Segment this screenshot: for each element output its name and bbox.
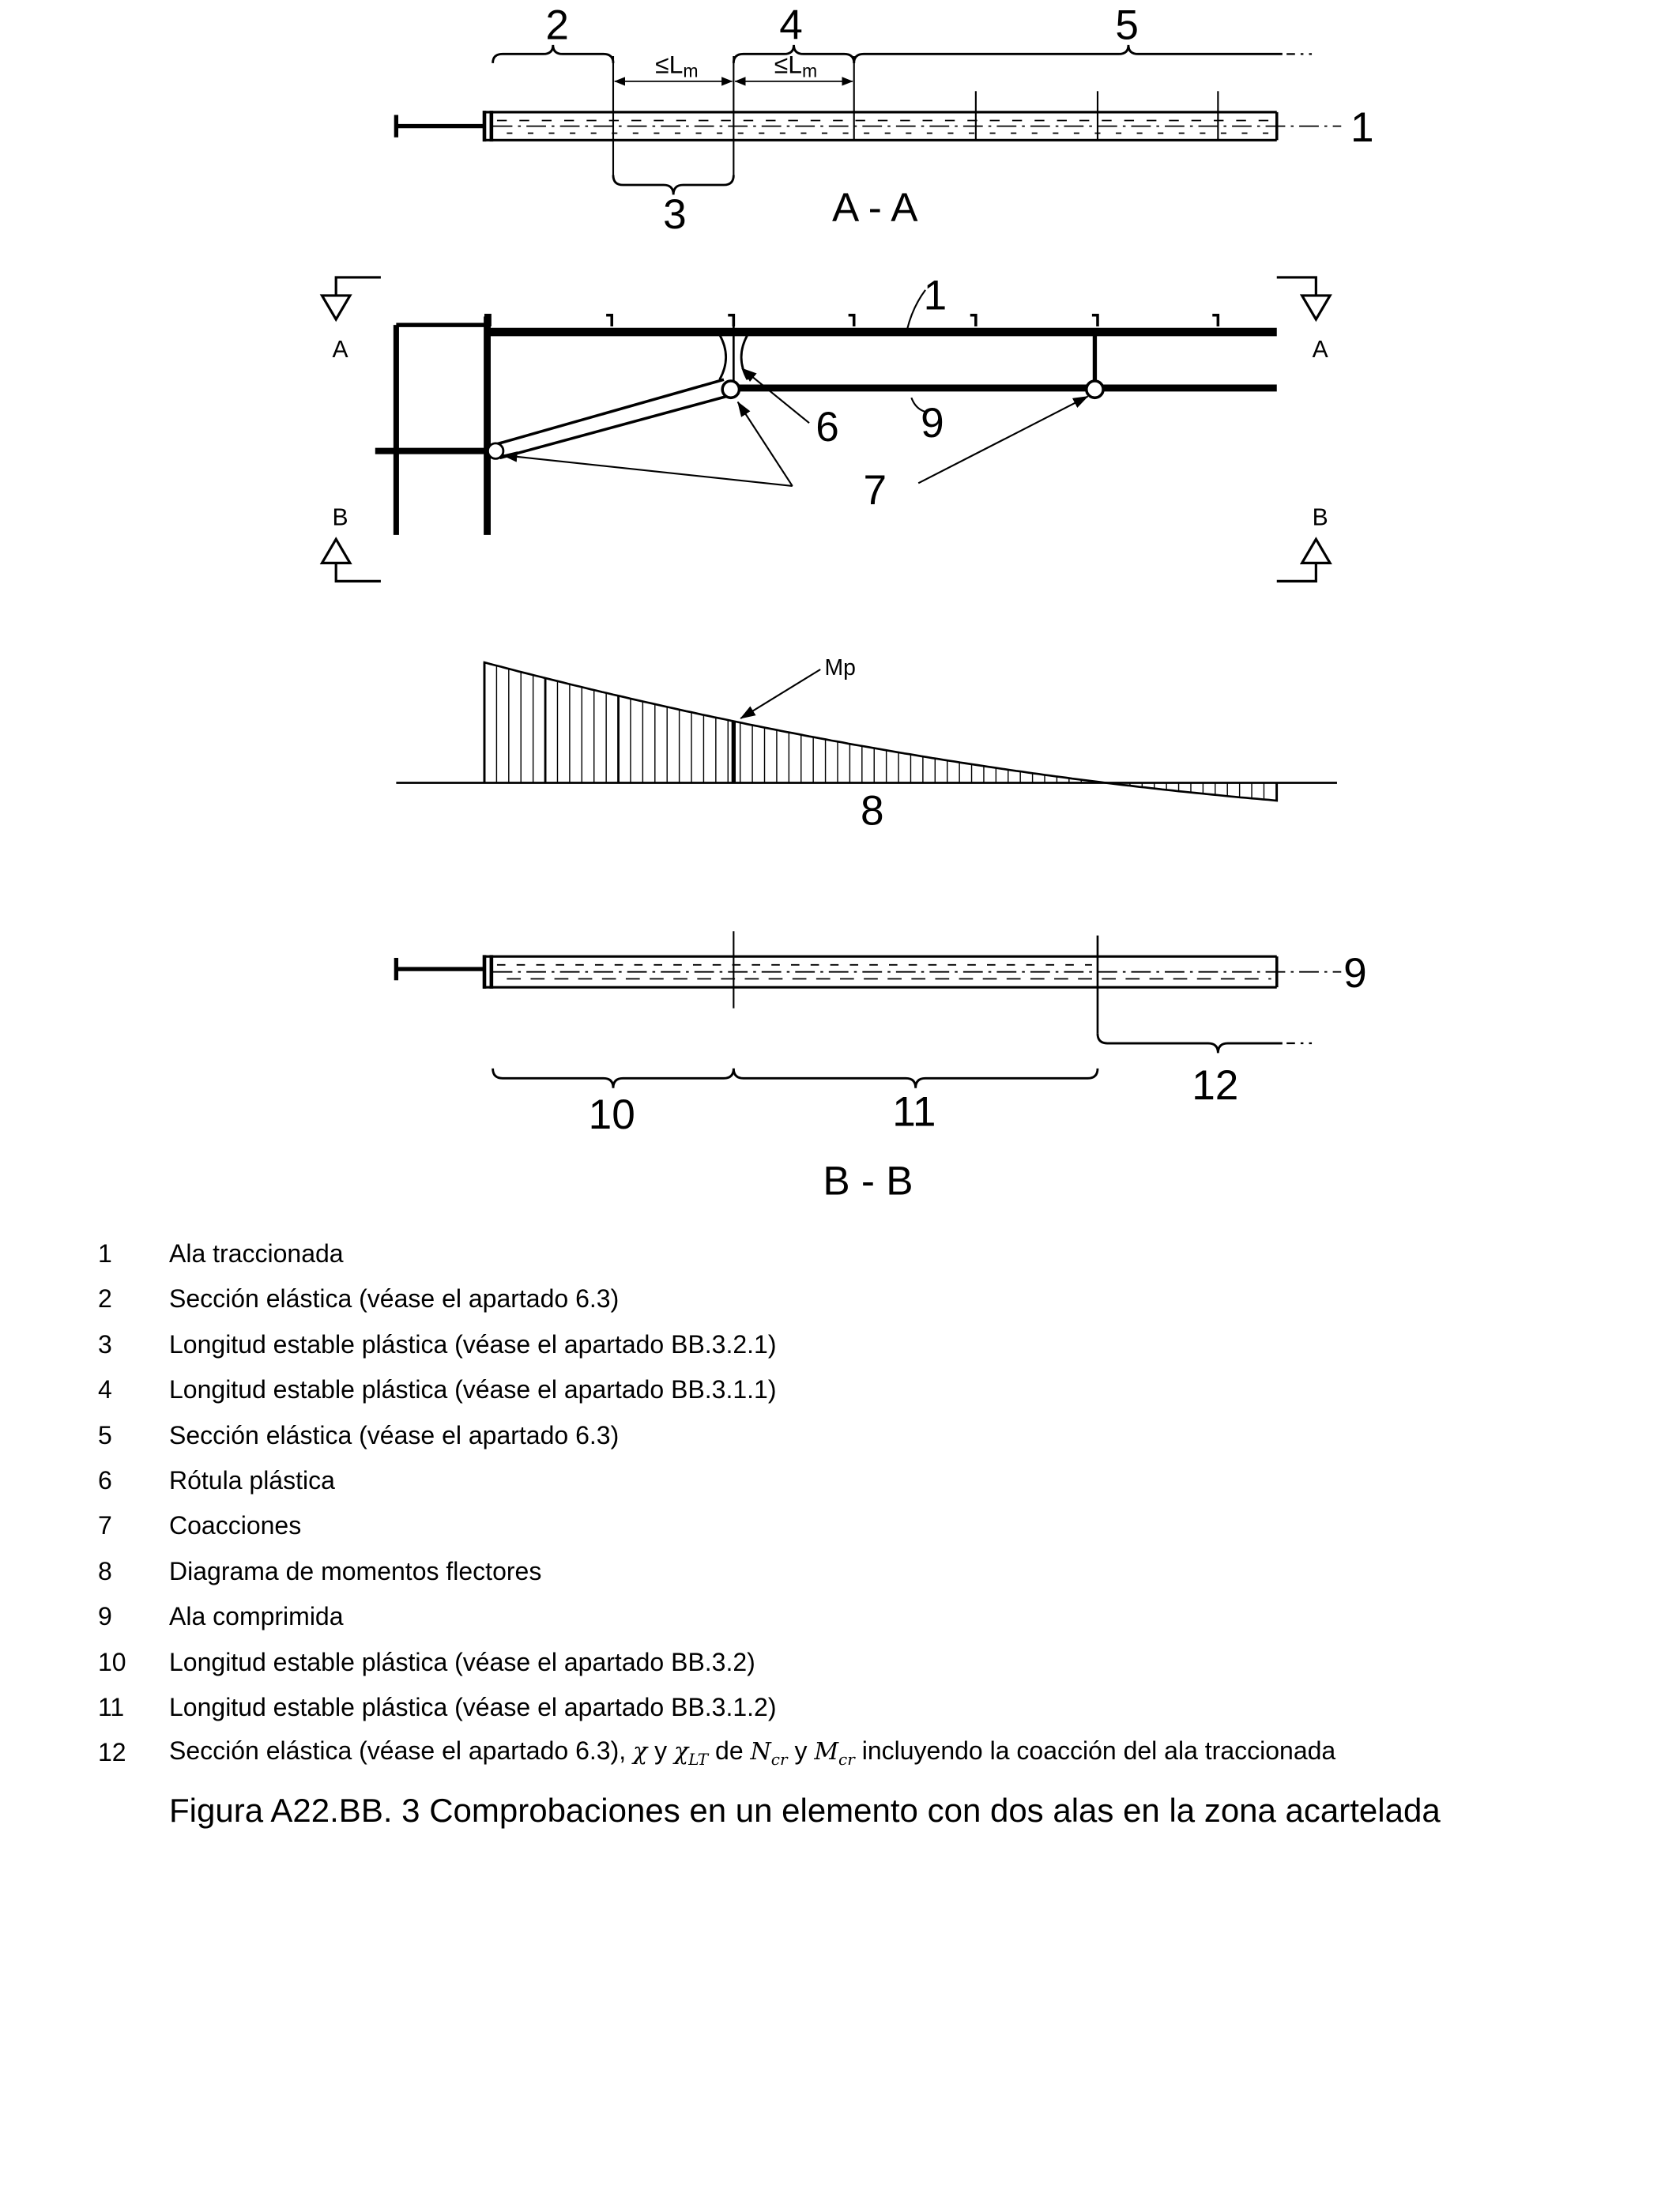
legend-text-end: incluyendo la coacción del ala traccionada xyxy=(861,1736,1336,1766)
flange-restraint-tick xyxy=(849,315,854,326)
moment-outline xyxy=(484,662,1277,801)
legend-item xyxy=(98,1640,1647,1685)
math-m-cr-subscript: cr xyxy=(838,1750,855,1770)
legend-text xyxy=(169,1728,1335,1777)
section-label-a-right: A xyxy=(1312,336,1328,363)
flange-restraint-tick xyxy=(970,315,976,326)
flange-restraint-tick xyxy=(606,315,612,326)
legend-number: 10 xyxy=(98,1647,126,1676)
section-label-b-right: B xyxy=(1312,504,1328,531)
legend-text-start: Sección elástica (véase el apartado 6.3), xyxy=(169,1736,627,1766)
legend-item xyxy=(98,1231,1647,1276)
view-title-a-a: A - A xyxy=(832,184,918,231)
math-n-cr-subscript: cr xyxy=(770,1750,788,1770)
legend-number: 2 xyxy=(98,1284,112,1314)
math-n-cr: N xyxy=(750,1738,771,1766)
legend-text: Longitud estable plástica (véase el apartado BB.3.1.1) xyxy=(169,1375,777,1404)
label-5: 5 xyxy=(1115,2,1139,49)
label-2: 2 xyxy=(545,2,569,49)
section-mark-a-right-line xyxy=(1277,277,1317,296)
legend-number: 7 xyxy=(98,1511,112,1540)
label-9-elevation: 9 xyxy=(921,399,944,447)
section-mark-b-right-arrow xyxy=(1302,539,1330,563)
restraint-node xyxy=(722,381,739,398)
legend-item xyxy=(98,1413,1647,1458)
legend-text-and: y xyxy=(654,1736,668,1766)
legend-number: 8 xyxy=(98,1556,112,1585)
section-mark-b-left-arrow xyxy=(322,539,349,563)
legend-text: Rótula plástica xyxy=(169,1465,335,1495)
legend-item xyxy=(98,1276,1647,1321)
view-a-a xyxy=(396,45,1341,195)
label-11: 11 xyxy=(892,1088,936,1136)
haunch-edge xyxy=(497,379,724,443)
legend-number: 6 xyxy=(98,1465,112,1495)
brace-12 xyxy=(1098,1034,1283,1054)
leader-6 xyxy=(742,368,809,423)
brace-5 xyxy=(854,45,1283,63)
legend-number: 5 xyxy=(98,1420,112,1449)
section-label-b-left: B xyxy=(332,504,348,531)
legend-number: 4 xyxy=(98,1375,112,1404)
legend-text: Ala traccionada xyxy=(169,1239,344,1268)
legend-text-and: y xyxy=(794,1736,808,1766)
legend-item xyxy=(98,1458,1647,1503)
math-chi-lt: χ xyxy=(673,1738,689,1766)
legend-number: 12 xyxy=(98,1738,126,1767)
section-mark-a-left-arrow xyxy=(322,296,349,319)
flange-restraint-tick xyxy=(1092,315,1098,326)
figure-caption: Figura A22.BB. 3 Comprobaciones en un elemento con dos alas en la zona acartelada xyxy=(169,1792,1441,1829)
dimension-label-main: ≤L xyxy=(774,50,802,79)
label-10: 10 xyxy=(588,1091,635,1139)
math-m-cr: M xyxy=(814,1738,839,1766)
view-title-b-b: B - B xyxy=(823,1157,913,1204)
legend-text-of: de xyxy=(715,1736,744,1766)
leader-7-column xyxy=(503,455,793,486)
haunch-edge xyxy=(499,397,726,458)
legend-number: 1 xyxy=(98,1239,112,1268)
mp-label: Mp xyxy=(824,655,856,681)
label-8: 8 xyxy=(860,787,884,835)
brace-10 xyxy=(493,1069,734,1088)
section-mark-b-left-line xyxy=(336,563,381,581)
dimension-label-sub: m xyxy=(683,60,699,81)
legend-text: Longitud estable plástica (véase el apartado BB.3.2.1) xyxy=(169,1329,777,1359)
restraint-node xyxy=(488,443,503,458)
bending-moment-diagram xyxy=(396,662,1337,801)
section-mark-a-left-line xyxy=(336,277,381,296)
math-chi: χ xyxy=(633,1738,648,1766)
legend-item xyxy=(98,1594,1647,1639)
math-chi-lt-subscript: LT xyxy=(688,1750,709,1770)
label-1-tension-flange: 1 xyxy=(1350,104,1374,152)
section-mark-a-right-arrow xyxy=(1302,296,1330,319)
dimension-label-sub: m xyxy=(801,60,818,81)
section-label-a-left: A xyxy=(332,336,348,363)
legend-text: Coacciones xyxy=(169,1511,302,1540)
leader-1 xyxy=(907,290,925,330)
legend-text: Longitud estable plástica (véase el apartado BB.3.2) xyxy=(169,1647,755,1676)
label-9-compression-flange: 9 xyxy=(1343,950,1367,997)
legend-number: 3 xyxy=(98,1329,112,1359)
dimension-label-lm-1 xyxy=(655,50,698,81)
legend-text: Ala comprimida xyxy=(169,1602,344,1631)
legend-item xyxy=(98,1685,1647,1730)
legend-text: Sección elástica (véase el apartado 6.3) xyxy=(169,1284,620,1314)
mp-leader xyxy=(740,669,820,718)
legend-text: Diagrama de momentos flectores xyxy=(169,1556,542,1585)
section-mark-b-right-line xyxy=(1277,563,1317,581)
legend-item xyxy=(98,1549,1647,1594)
leader-7-hinge xyxy=(738,402,793,486)
label-12: 12 xyxy=(1192,1061,1239,1109)
legend-item-12 xyxy=(98,1730,1647,1775)
legend-text: Longitud estable plástica (véase el apartado BB.3.1.2) xyxy=(169,1692,777,1721)
legend-text: Sección elástica (véase el apartado 6.3) xyxy=(169,1420,620,1449)
flange-restraint-tick xyxy=(728,315,733,326)
label-7: 7 xyxy=(863,466,887,514)
brace-11 xyxy=(733,1069,1098,1088)
legend-item xyxy=(98,1322,1647,1367)
flange-restraint-tick xyxy=(1212,315,1218,326)
legend-item xyxy=(98,1503,1647,1548)
dimension-label-main: ≤L xyxy=(655,50,684,79)
label-6: 6 xyxy=(816,404,839,451)
plastic-hinge-symbol xyxy=(720,335,726,380)
label-1-elevation: 1 xyxy=(923,272,947,319)
legend-number: 9 xyxy=(98,1602,112,1631)
moment-hatching xyxy=(484,662,1276,801)
legend-item xyxy=(98,1367,1647,1412)
restraint-node xyxy=(1087,381,1103,398)
label-4: 4 xyxy=(779,2,803,49)
label-3: 3 xyxy=(663,190,687,238)
figure-legend xyxy=(98,1231,1647,1776)
legend-number: 11 xyxy=(98,1692,125,1721)
